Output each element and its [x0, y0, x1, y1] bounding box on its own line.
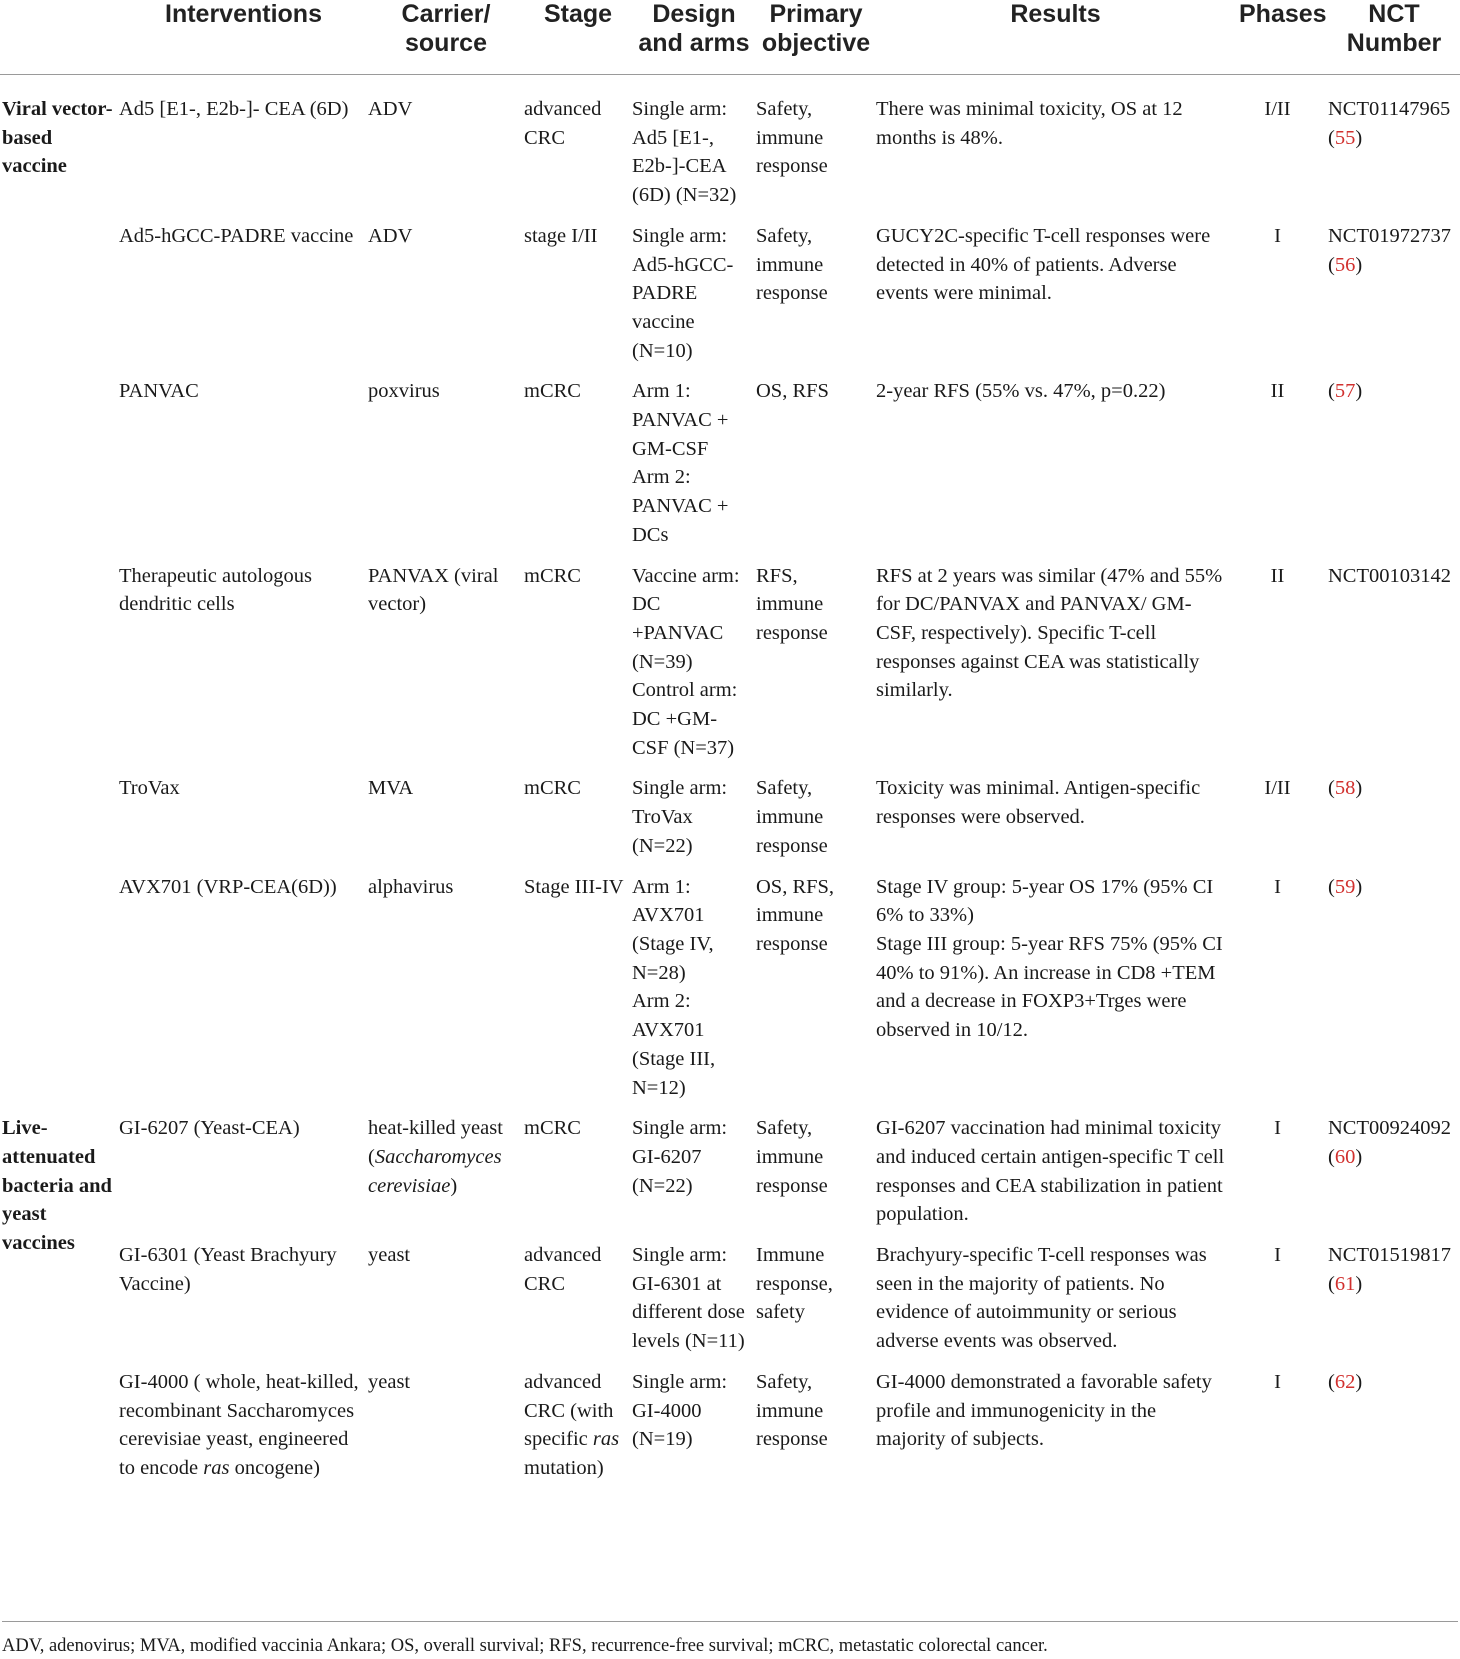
nct-number: NCT01519817: [1328, 1244, 1451, 1267]
cell-intervention: TroVax: [119, 777, 180, 800]
reference-link[interactable]: 55: [1334, 126, 1356, 149]
header-interventions: Interventions: [119, 0, 368, 75]
cell-phase: II: [1270, 380, 1285, 403]
cell-nct: NCT00924092 (60): [1328, 1114, 1460, 1241]
cell-objective: Safety, immune response: [756, 1117, 828, 1197]
cell-phase: I: [1274, 1370, 1281, 1393]
cell-intervention: GI-6207 (Yeast-CEA): [119, 1117, 300, 1140]
cell-intervention: GI-6301 (Yeast Brachyury Vaccine): [119, 1244, 337, 1295]
cell-stage: advanced CRC (with specific ras mutation): [524, 1370, 620, 1479]
cell-stage: mCRC: [524, 777, 581, 800]
cell-phase: I: [1274, 875, 1281, 898]
group-label-viral: Viral vector-based vaccine: [2, 98, 113, 178]
cell-stage: advanced CRC: [524, 1244, 602, 1295]
table-row: [0, 1241, 1460, 1368]
cell-nct: [1328, 562, 1460, 775]
cell-phase: II: [1270, 564, 1285, 587]
cell-carrier: poxvirus: [368, 380, 440, 403]
cell-objective: Safety, immune response: [756, 1370, 828, 1451]
cell-objective: Safety, immune response: [756, 98, 828, 178]
cell-design: Single arm: GI-6207 (N=22): [632, 1117, 728, 1197]
cell-nct: (59): [1328, 875, 1363, 898]
cell-design: Arm 1: AVX701 (Stage IV, N=28) Arm 2: AVX701 (Stage III, N=12): [632, 875, 716, 1099]
cell-carrier: ADV: [368, 98, 413, 120]
cell-design: Single arm: TroVax (N=22): [632, 777, 728, 857]
cell-phase: I/II: [1264, 98, 1291, 120]
cell-carrier: yeast: [368, 1370, 411, 1393]
cell-intervention: AVX701 (VRP-CEA(6D)): [119, 875, 337, 898]
cell-design: Single arm: GI-4000 (N=19): [632, 1370, 728, 1451]
cell-stage: advanced CRC: [524, 98, 602, 149]
table-row: [0, 1368, 1460, 1495]
table-row: [0, 774, 1460, 872]
cell-results: There was minimal toxicity, OS at 12 months is 48%.: [876, 98, 1183, 149]
cell-stage: mCRC: [524, 380, 581, 403]
header-objective: Primary objective: [756, 0, 876, 75]
header-stage: Stage: [524, 0, 632, 75]
reference-link[interactable]: 62: [1334, 1370, 1356, 1393]
cell-phase: I/II: [1264, 777, 1291, 800]
nct-number: NCT00103142: [1328, 564, 1451, 587]
cell-intervention: Therapeutic autologous dendritic cells: [119, 564, 312, 616]
cell-results: Stage IV group: 5-year OS 17% (95% CI 6% to 33%) Stage III group: 5-year RFS 75% (95% CI 40% to 91%). An increase in CD8 +TEM and a decrease in FOXP3+Trges were observed in 10/12.: [876, 875, 1223, 1042]
cell-nct: (57): [1328, 380, 1363, 403]
cell-objective: OS, RFS, immune response: [756, 875, 835, 955]
cell-results: Brachyury-specific T-cell responses was seen in the majority of patients. No evidence of autoimmunity or serious adverse events was observed.: [876, 1244, 1207, 1353]
cell-phase: I: [1274, 1117, 1281, 1140]
cell-intervention: PANVAC: [119, 380, 199, 403]
cell-carrier: PANVAX (viral vector): [368, 564, 499, 616]
reference-link[interactable]: 60: [1334, 1145, 1356, 1168]
cell-intervention: Ad5 [E1-, E2b-]- CEA (6D): [119, 98, 349, 120]
cell-carrier: heat-killed yeast (Saccharomyces cerevisiae): [368, 1117, 503, 1197]
cell-results: 2-year RFS (55% vs. 47%, p=0.22): [876, 380, 1166, 403]
header-results: Results: [876, 0, 1235, 75]
cell-intervention: Ad5-hGCC-PADRE vaccine: [119, 224, 354, 247]
header-carrier: Carrier/ source: [368, 0, 524, 75]
cell-carrier: yeast: [368, 1244, 411, 1267]
cell-objective: Immune response, safety: [756, 1244, 833, 1324]
cell-nct: (58): [1328, 777, 1363, 800]
cell-stage: stage I/II: [524, 224, 598, 247]
reference-link[interactable]: 59: [1334, 875, 1356, 898]
cell-carrier: alphavirus: [368, 875, 454, 898]
reference-link[interactable]: 57: [1334, 380, 1356, 403]
cell-objective: Safety, immune response: [756, 777, 828, 857]
table-row: [0, 562, 1460, 775]
group-label-live: Live-attenuated bacteria and yeast vaccines: [2, 1117, 112, 1255]
reference-link[interactable]: 58: [1334, 777, 1356, 800]
cell-design: Vaccine arm: DC +PANVAC (N=39) Control arm: DC +GM-CSF (N=37): [632, 564, 740, 759]
nct-number: NCT00924092: [1328, 1117, 1451, 1140]
cell-results: GI-4000 demonstrated a favorable safety profile and immunogenicity in the majority of subjects.: [876, 1370, 1212, 1451]
header-row: [0, 0, 1460, 75]
cell-results: GUCY2C-specific T-cell responses were detected in 40% of patients. Adverse events were minimal.: [876, 224, 1211, 305]
reference-link[interactable]: 61: [1334, 1272, 1356, 1295]
cell-nct: NCT01519817 (61): [1328, 1241, 1460, 1368]
cell-stage: Stage III-IV: [524, 875, 624, 898]
cell-objective: RFS, immune response: [756, 564, 828, 644]
cell-intervention: GI-4000 ( whole, heat-killed, recombinant Saccharomyces cerevisiae yeast, engineered to encode ras oncogene): [119, 1370, 359, 1479]
header-group: [0, 0, 119, 75]
cell-design: Single arm: Ad5 [E1-, E2b-]-CEA (6D) (N=32): [632, 98, 737, 207]
cell-phase: I: [1274, 224, 1281, 247]
cell-nct: (62): [1328, 1370, 1363, 1393]
nct-number: NCT01972737: [1328, 224, 1451, 247]
cell-results: Toxicity was minimal. Antigen-specific responses were observed.: [876, 777, 1201, 829]
table-row: [0, 222, 1460, 378]
header-design: Design and arms: [632, 0, 756, 75]
cell-design: Arm 1: PANVAC + GM-CSF Arm 2: PANVAC + DCs: [632, 380, 729, 546]
cell-nct: NCT01972737 (56): [1328, 222, 1460, 378]
cell-carrier: ADV: [368, 224, 413, 247]
table-row: [0, 1114, 1460, 1241]
cell-carrier: MVA: [368, 777, 414, 800]
cell-stage: mCRC: [524, 1117, 581, 1140]
cell-results: RFS at 2 years was similar (47% and 55% for DC/PANVAX and PANVAX/ GM-CSF, respectively). Specific T-cell responses against CEA was statistically similarly.: [876, 564, 1223, 702]
table-footnote: ADV, adenovirus; MVA, modified vaccinia Ankara; OS, overall survival; RFS, recurrence-free survival; mCRC, metastatic colorectal cancer.: [2, 1621, 1458, 1659]
cell-results: GI-6207 vaccination had minimal toxicity and induced certain antigen-specific T cell responses and CEA stabilization in patient population.: [876, 1117, 1225, 1226]
cell-objective: Safety, immune response: [756, 224, 828, 305]
table-row: [0, 377, 1460, 561]
cell-phase: I: [1274, 1244, 1281, 1267]
cell-design: Single arm: GI-6301 at different dose levels (N=11): [632, 1244, 745, 1353]
cell-design: Single arm: Ad5-hGCC-PADRE vaccine (N=10): [632, 224, 734, 362]
table-row: [0, 873, 1460, 1115]
cell-objective: OS, RFS: [756, 380, 829, 403]
cell-nct: NCT01147965 (55): [1328, 75, 1460, 222]
nct-number: NCT01147965: [1328, 98, 1451, 120]
cell-stage: mCRC: [524, 564, 581, 587]
reference-link[interactable]: 56: [1334, 253, 1356, 276]
table-row: [0, 75, 1460, 222]
header-nct: NCT Number: [1328, 0, 1460, 75]
header-phases: Phases: [1235, 0, 1328, 75]
